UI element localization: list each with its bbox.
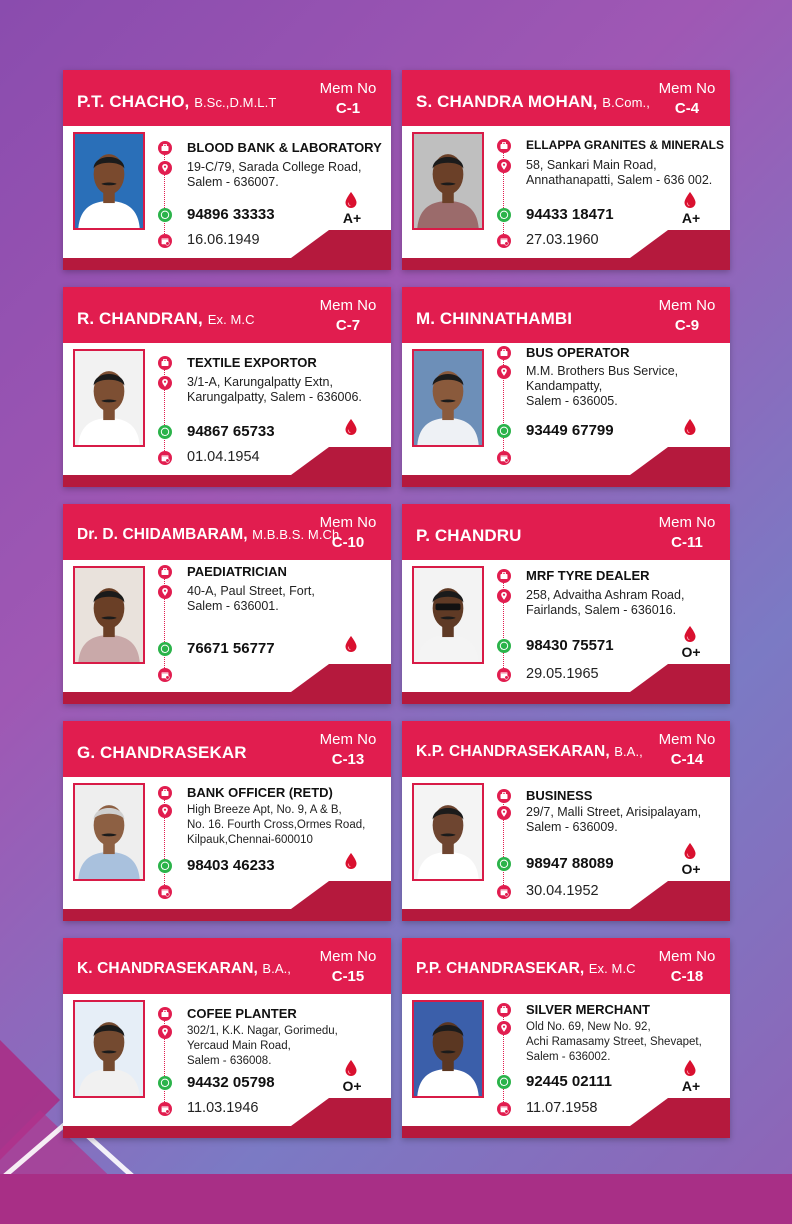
footer-slant	[630, 1098, 730, 1126]
member-photo	[73, 783, 145, 881]
whatsapp-icon	[158, 642, 172, 656]
mem-no-value: C-13	[331, 751, 365, 768]
blood-drop-icon	[344, 1059, 358, 1077]
card-footer	[63, 1126, 391, 1138]
briefcase-icon	[158, 565, 172, 579]
mem-no-label: Mem No	[658, 948, 716, 965]
location-icon	[497, 1021, 511, 1035]
address: Old No. 69, New No. 92, Achi Ramasamy Street, Shevapet, Salem - 636002.	[526, 1021, 702, 1063]
member-card	[402, 287, 730, 487]
calendar-icon	[497, 668, 511, 682]
member-name	[77, 743, 247, 763]
member-photo	[412, 783, 484, 881]
phone-number[interactable]: 94896 33333	[187, 206, 275, 223]
member-photo	[412, 566, 484, 664]
occupation: BANK OFFICER (RETD)	[187, 785, 333, 800]
address: 302/1, K.K. Nagar, Gorimedu, Yercaud Main Road, Salem - 636008.	[187, 1025, 338, 1067]
phone-number[interactable]: 92445 02111	[526, 1073, 612, 1090]
calendar-icon	[497, 234, 511, 248]
calendar-icon	[497, 885, 511, 899]
card-footer	[63, 909, 391, 921]
briefcase-icon	[497, 139, 511, 153]
footer-slant	[630, 447, 730, 475]
location-icon	[158, 804, 172, 818]
card-header	[402, 938, 730, 994]
member-photo	[73, 1000, 145, 1098]
phone-number[interactable]: 98403 46233	[187, 857, 275, 874]
blood-group: O+	[681, 861, 701, 877]
occupation: COFEE PLANTER	[187, 1006, 297, 1021]
footer-slant	[291, 664, 391, 692]
mem-no-label: Mem No	[319, 514, 377, 531]
member-name	[77, 960, 291, 978]
address: 19-C/79, Sarada College Road, Salem - 636007.	[187, 160, 362, 189]
card-header	[402, 721, 730, 777]
member-name-text: K. CHANDRASEKARAN,	[77, 960, 258, 977]
phone-number[interactable]: 93449 67799	[526, 422, 614, 439]
phone-number[interactable]: 76671 56777	[187, 640, 275, 657]
member-photo	[73, 132, 145, 230]
occupation: TEXTILE EXPORTOR	[187, 355, 317, 370]
address: High Breeze Apt, No. 9, A & B, No. 16. Fourth Cross,Ormes Road, Kilpauk,Chennai-600010	[187, 804, 366, 846]
member-name-text: G. CHANDRASEKAR	[77, 743, 247, 762]
mem-no-value: C-9	[674, 317, 700, 334]
member-card	[63, 504, 391, 704]
mem-no-label: Mem No	[319, 948, 377, 965]
member-name	[77, 526, 339, 544]
member-card	[63, 938, 391, 1138]
occupation: SILVER MERCHANT	[526, 1002, 650, 1017]
phone-number[interactable]: 94433 18471	[526, 206, 614, 223]
briefcase-icon	[158, 786, 172, 800]
address: 40-A, Paul Street, Fort, Salem - 636001.	[187, 584, 315, 613]
mem-no-value: C-14	[670, 751, 704, 768]
card-footer	[63, 258, 391, 270]
blood-drop-icon	[683, 418, 697, 436]
card-footer	[63, 475, 391, 487]
card-header	[402, 504, 730, 560]
member-name	[77, 92, 276, 112]
date-of-birth: 11.03.1946	[187, 1100, 259, 1116]
member-photo	[73, 566, 145, 664]
briefcase-icon	[158, 141, 172, 155]
member-name	[77, 309, 255, 329]
mem-no-value: C-1	[335, 100, 361, 117]
member-card	[63, 287, 391, 487]
briefcase-icon	[158, 1007, 172, 1021]
briefcase-icon	[497, 789, 511, 803]
occupation: MRF TYRE DEALER	[526, 568, 650, 583]
date-of-birth: 30.04.1952	[526, 883, 599, 899]
blood-drop-icon	[683, 842, 697, 860]
whatsapp-icon	[158, 859, 172, 873]
calendar-icon	[158, 234, 172, 248]
mem-no-label: Mem No	[319, 297, 377, 314]
location-icon	[497, 159, 511, 173]
blood-drop-icon	[683, 625, 697, 643]
whatsapp-icon	[497, 424, 511, 438]
location-icon	[497, 589, 511, 603]
mem-no-label: Mem No	[319, 731, 377, 748]
occupation: PAEDIATRICIAN	[187, 564, 287, 579]
member-card	[63, 721, 391, 921]
member-name-text: M. CHINNATHAMBI	[416, 309, 573, 328]
member-qualification: M.B.B.S. M.Ch	[252, 527, 340, 542]
member-qualification: Ex. M.C	[588, 961, 636, 976]
mem-no-value: C-11	[671, 534, 703, 551]
briefcase-icon	[497, 1003, 511, 1017]
location-icon	[497, 806, 511, 820]
mem-no-value: C-7	[335, 317, 361, 334]
blood-group: A+	[681, 1078, 701, 1094]
mem-no-value: C-15	[331, 968, 365, 985]
card-header	[402, 70, 730, 126]
calendar-icon	[158, 885, 172, 899]
blood-group: O+	[681, 644, 701, 660]
member-name-text: P.P. CHANDRASEKAR,	[416, 960, 585, 977]
member-name	[416, 960, 636, 978]
member-qualification: B.A.,	[614, 744, 643, 759]
member-photo	[412, 132, 484, 230]
card-header	[63, 504, 391, 560]
footer-slant	[630, 664, 730, 692]
location-icon	[158, 585, 172, 599]
member-card	[402, 504, 730, 704]
member-name	[416, 92, 650, 112]
whatsapp-icon	[158, 208, 172, 222]
card-header	[63, 938, 391, 994]
briefcase-icon	[158, 356, 172, 370]
location-icon	[158, 376, 172, 390]
calendar-icon	[158, 451, 172, 465]
blood-drop-icon	[344, 418, 358, 436]
briefcase-icon	[497, 346, 511, 360]
address: 258, Advaitha Ashram Road, Fairlands, Salem - 636016.	[526, 588, 685, 617]
bottom-band	[0, 1174, 792, 1224]
occupation: BUS OPERATOR	[526, 345, 630, 360]
member-name-text: R. CHANDRAN,	[77, 309, 203, 328]
card-header	[63, 287, 391, 343]
calendar-icon	[497, 451, 511, 465]
member-card	[402, 938, 730, 1138]
member-photo	[412, 1000, 484, 1098]
mem-no-value: C-10	[331, 534, 365, 551]
footer-slant	[291, 881, 391, 909]
phone-number[interactable]: 98430 75571	[526, 637, 614, 654]
calendar-icon	[497, 1102, 511, 1116]
mem-no-label: Mem No	[658, 297, 716, 314]
member-photo	[412, 349, 484, 447]
member-qualification: B.Sc.,D.M.L.T	[194, 95, 277, 110]
location-icon	[497, 365, 511, 379]
location-icon	[158, 161, 172, 175]
calendar-icon	[158, 668, 172, 682]
member-card	[402, 70, 730, 270]
footer-slant	[291, 1098, 391, 1126]
phone-number[interactable]: 94867 65733	[187, 423, 275, 440]
whatsapp-icon	[497, 1075, 511, 1089]
footer-slant	[291, 230, 391, 258]
address: 58, Sankari Main Road, Annathanapatti, Salem - 636 002.	[526, 158, 713, 187]
briefcase-icon	[497, 569, 511, 583]
date-of-birth: 16.06.1949	[187, 232, 260, 248]
date-of-birth: 01.04.1954	[187, 449, 260, 465]
address: 3/1-A, Karungalpatty Extn, Karungalpatty, Salem - 636006.	[187, 375, 362, 404]
member-name-text: Dr. D. CHIDAMBARAM,	[77, 526, 248, 543]
mem-no-label: Mem No	[658, 731, 716, 748]
phone-number[interactable]: 98947 88089	[526, 855, 614, 872]
member-name-text: S. CHANDRA MOHAN,	[416, 92, 598, 111]
occupation: BLOOD BANK & LABORATORY	[187, 140, 382, 155]
phone-number[interactable]: 94432 05798	[187, 1074, 275, 1091]
member-qualification: B.Com.,	[602, 95, 650, 110]
location-icon	[158, 1025, 172, 1039]
member-qualification: B.A.,	[262, 961, 292, 976]
whatsapp-icon	[158, 1076, 172, 1090]
mem-no-label: Mem No	[658, 80, 716, 97]
mem-no-label: Mem No	[658, 514, 716, 531]
card-footer	[63, 692, 391, 704]
whatsapp-icon	[158, 425, 172, 439]
occupation: ELLAPPA GRANITES & MINERALS	[526, 138, 725, 152]
mem-no-value: C-18	[670, 968, 704, 985]
blood-drop-icon	[344, 191, 358, 209]
member-photo	[73, 349, 145, 447]
blood-group: O+	[342, 1078, 362, 1094]
whatsapp-icon	[497, 208, 511, 222]
blood-drop-icon	[683, 191, 697, 209]
card-header	[402, 287, 730, 343]
date-of-birth: 27.03.1960	[526, 232, 599, 248]
blood-group: A+	[342, 210, 362, 226]
blood-drop-icon	[344, 635, 358, 653]
member-qualification: Ex. M.C	[207, 312, 255, 327]
footer-slant	[630, 881, 730, 909]
whatsapp-icon	[497, 857, 511, 871]
address: 29/7, Malli Street, Arisipalayam, Salem - 636009.	[526, 805, 702, 834]
footer-slant	[630, 230, 730, 258]
card-header	[63, 721, 391, 777]
member-card	[63, 70, 391, 270]
footer-slant	[291, 447, 391, 475]
member-card	[402, 721, 730, 921]
member-name-text: P.T. CHACHO,	[77, 92, 190, 111]
blood-drop-icon	[683, 1059, 697, 1077]
card-footer	[402, 692, 730, 704]
blood-drop-icon	[344, 852, 358, 870]
mem-no-label: Mem No	[319, 80, 377, 97]
card-footer	[402, 475, 730, 487]
blood-group: A+	[681, 210, 701, 226]
member-name-text: P. CHANDRU	[416, 526, 522, 545]
calendar-icon	[158, 1102, 172, 1116]
mem-no-value: C-4	[674, 100, 700, 117]
card-footer	[402, 909, 730, 921]
card-header	[63, 70, 391, 126]
member-name	[416, 309, 572, 329]
member-name	[416, 743, 643, 761]
whatsapp-icon	[497, 639, 511, 653]
card-footer	[402, 258, 730, 270]
date-of-birth: 11.07.1958	[526, 1100, 598, 1116]
date-of-birth: 29.05.1965	[526, 666, 599, 682]
member-name	[416, 526, 522, 546]
card-footer	[402, 1126, 730, 1138]
address: M.M. Brothers Bus Service, Kandampatty, Salem - 636005.	[526, 364, 679, 408]
member-name-text: K.P. CHANDRASEKARAN,	[416, 743, 610, 760]
occupation: BUSINESS	[526, 788, 593, 803]
